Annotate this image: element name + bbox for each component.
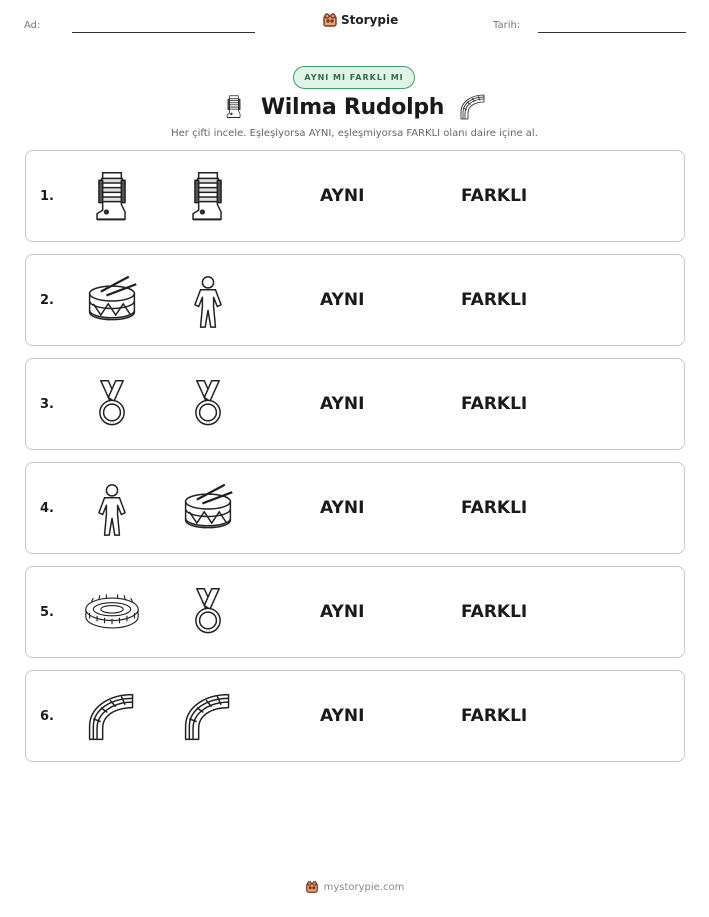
footer-url: mystorypie.com: [323, 881, 405, 893]
worksheet-type-badge: AYNI MI FARKLI MI: [293, 66, 415, 89]
row-number: 3.: [40, 397, 54, 412]
option-same[interactable]: AYNI: [320, 290, 365, 310]
instructions: Her çifti incele. Eşleşiyorsa AYNI, eşleşmiyorsa FARKLI olanı daire içine al.: [171, 128, 538, 139]
medal-icon: [84, 377, 140, 433]
leg-brace-icon: [84, 169, 140, 225]
running-track-icon: [458, 92, 488, 122]
person-icon: [84, 481, 140, 537]
right-picture: [178, 167, 238, 227]
row-number: 5.: [40, 605, 54, 620]
worksheet-header: [0, 0, 709, 50]
stadium-icon: [84, 585, 140, 641]
left-picture: [82, 167, 142, 227]
comparison-row: [25, 462, 685, 554]
page-title: Wilma Rudolph: [260, 94, 445, 120]
row-number: 1.: [40, 189, 54, 204]
brand-name: Storypie: [341, 13, 399, 27]
brand-logo: [322, 12, 398, 28]
medal-icon: [180, 377, 236, 433]
running-track-icon: [84, 689, 140, 745]
comparison-row: [25, 670, 685, 762]
left-picture: [82, 479, 142, 539]
option-different[interactable]: FARKLI: [461, 186, 528, 206]
name-write-line[interactable]: [72, 32, 255, 33]
comparison-row: [25, 150, 685, 242]
option-different[interactable]: FARKLI: [461, 602, 528, 622]
right-picture: [178, 375, 238, 435]
row-number: 4.: [40, 501, 54, 516]
row-number: 2.: [40, 293, 54, 308]
right-picture: [178, 583, 238, 643]
date-label: Tarih:: [493, 20, 521, 31]
option-different[interactable]: FARKLI: [461, 498, 528, 518]
running-track-icon: [180, 689, 236, 745]
drum-icon: [84, 273, 140, 329]
row-number: 6.: [40, 709, 54, 724]
leg-brace-icon: [221, 92, 247, 122]
person-icon: [180, 273, 236, 329]
title-row: [0, 90, 709, 124]
option-different[interactable]: FARKLI: [461, 394, 528, 414]
option-same[interactable]: AYNI: [320, 602, 365, 622]
comparison-row: [25, 254, 685, 346]
option-same[interactable]: AYNI: [320, 498, 365, 518]
drum-icon: [180, 481, 236, 537]
name-label: Ad:: [24, 20, 41, 31]
left-picture: [82, 583, 142, 643]
storypie-logo-icon: [305, 880, 319, 894]
storypie-logo-icon: [322, 12, 338, 28]
left-picture: [82, 271, 142, 331]
comparison-row: [25, 566, 685, 658]
leg-brace-icon: [180, 169, 236, 225]
right-picture: [178, 687, 238, 747]
right-picture: [178, 271, 238, 331]
right-picture: [178, 479, 238, 539]
comparison-row: [25, 358, 685, 450]
option-different[interactable]: FARKLI: [461, 706, 528, 726]
option-same[interactable]: AYNI: [320, 706, 365, 726]
option-different[interactable]: FARKLI: [461, 290, 528, 310]
date-write-line[interactable]: [538, 32, 686, 33]
footer: [0, 880, 709, 894]
option-same[interactable]: AYNI: [320, 186, 365, 206]
left-picture: [82, 687, 142, 747]
left-picture: [82, 375, 142, 435]
option-same[interactable]: AYNI: [320, 394, 365, 414]
medal-icon: [180, 585, 236, 641]
